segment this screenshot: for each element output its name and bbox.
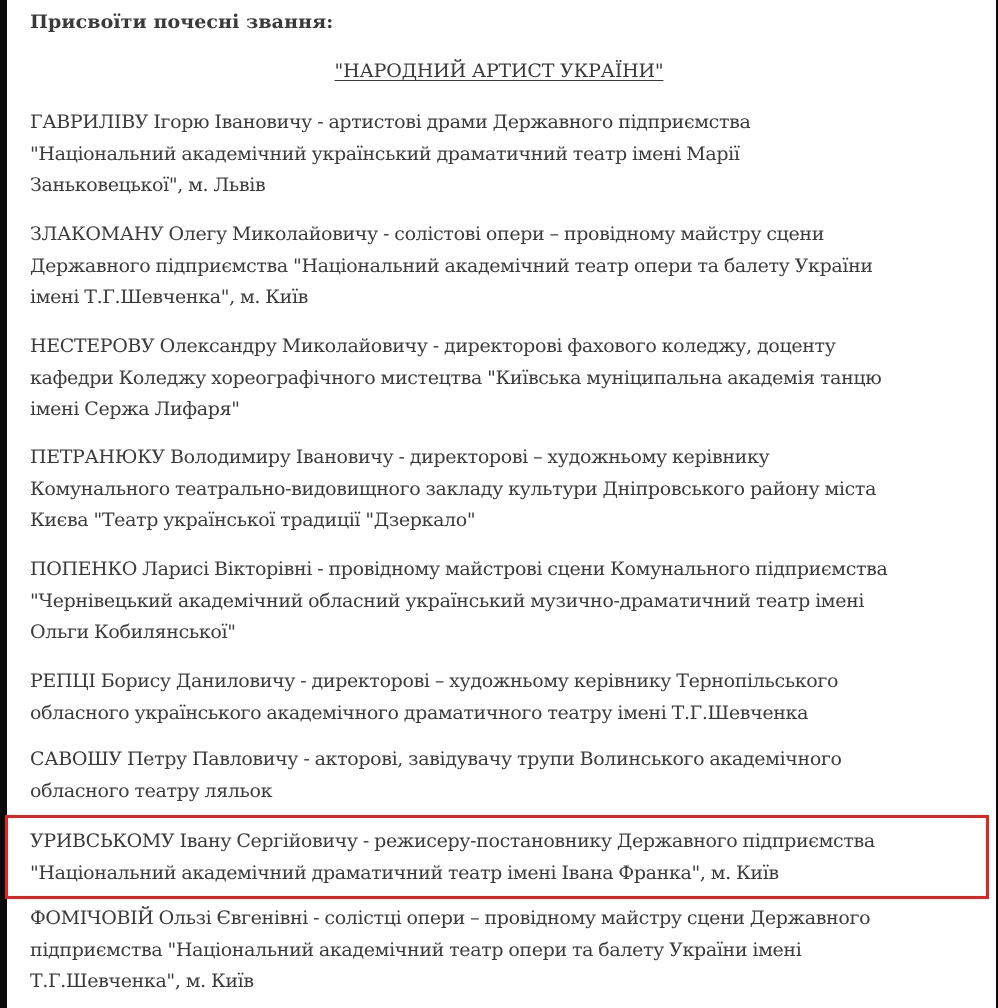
award-entry-9 (30, 903, 990, 998)
entry-line: НЕСТЕРОВУ Олександру Миколайовичу - директорові фахового коледжу, доценту (30, 335, 836, 357)
entry-line: обласного українського академічного драматичного театру імені Т.Г.Шевченка (30, 701, 809, 724)
award-entry-1 (30, 107, 990, 202)
entry-line: РЕПЦІ Борису Даниловичу - директорові – художньому керівнику Тернопільського (30, 670, 839, 692)
award-title-text: "НАРОДНИЙ АРТИСТ УКРАЇНИ" (334, 60, 664, 82)
award-entry-3 (30, 331, 990, 426)
entry-line: ФОМІЧОВІЙ Ользі Євгенівні - солістці опери – провідному майстру сцени Державного (30, 907, 871, 929)
entry-line: обласного театру ляльок (30, 779, 273, 802)
entry-line: "Чернівецький академічний обласний український музично-драматичний театр імені (30, 589, 865, 612)
entry-line: ЗЛАКОМАНУ Олегу Миколайовичу - солістові опери – провідному майстру сцени (30, 223, 825, 245)
entry-line: імені Сержа Лифаря" (30, 398, 240, 420)
award-entry-2 (30, 219, 990, 314)
award-entry-4 (30, 442, 990, 537)
entry-line: Т.Г.Шевченка", м. Київ (30, 970, 254, 992)
award-entry-6 (30, 666, 990, 729)
entry-line: Києва "Театр української традиції "Дзеркало" (30, 509, 476, 531)
entry-line: Ольги Кобилянської" (30, 621, 236, 643)
entry-line: імені Т.Г.Шевченка", м. Київ (30, 286, 309, 308)
award-entry-5 (30, 554, 990, 649)
entry-line: підприємства "Національний академічний театр опери та балету України імені (30, 938, 802, 961)
entry-line: Комунального театрально-видовищного закладу культури Дніпровського району міста (30, 477, 877, 500)
entry-line: УРИВСЬКОМУ Івану Сергійовичу - режисеру-постановнику Державного підприємства (30, 830, 875, 852)
entry-line: "Національний академічний український драматичний театр імені Марії (30, 142, 740, 165)
entry-line: САВОШУ Петру Павловичу - акторові, завідувачу трупи Волинського академічного (30, 748, 842, 770)
award-entry-8-highlighted (30, 826, 990, 889)
entry-line: ПЕТРАНЮКУ Володимиру Івановичу - директорові – художньому керівнику (30, 446, 770, 468)
award-title (0, 60, 998, 82)
entry-line: Заньковецької", м. Львів (30, 174, 266, 196)
section-heading: Присвоїти почесні звання: (30, 11, 334, 33)
entry-line: ГАВРИЛІВУ Ігорю Івановичу - артистові драми Державного підприємства (30, 111, 751, 133)
award-entry-7 (30, 744, 990, 807)
entry-line: кафедри Коледжу хореографічного мистецтва "Київська муніципальна академія танцю (30, 366, 882, 389)
entry-line: "Національний академічний драматичний театр імені Івана Франка", м. Київ (30, 861, 779, 884)
entry-line: ПОПЕНКО Ларисі Вікторівні - провідному майстрові сцени Комунального підприємства (30, 558, 888, 580)
entry-line: Державного підприємства "Національний академічний театр опери та балету України (30, 254, 873, 277)
